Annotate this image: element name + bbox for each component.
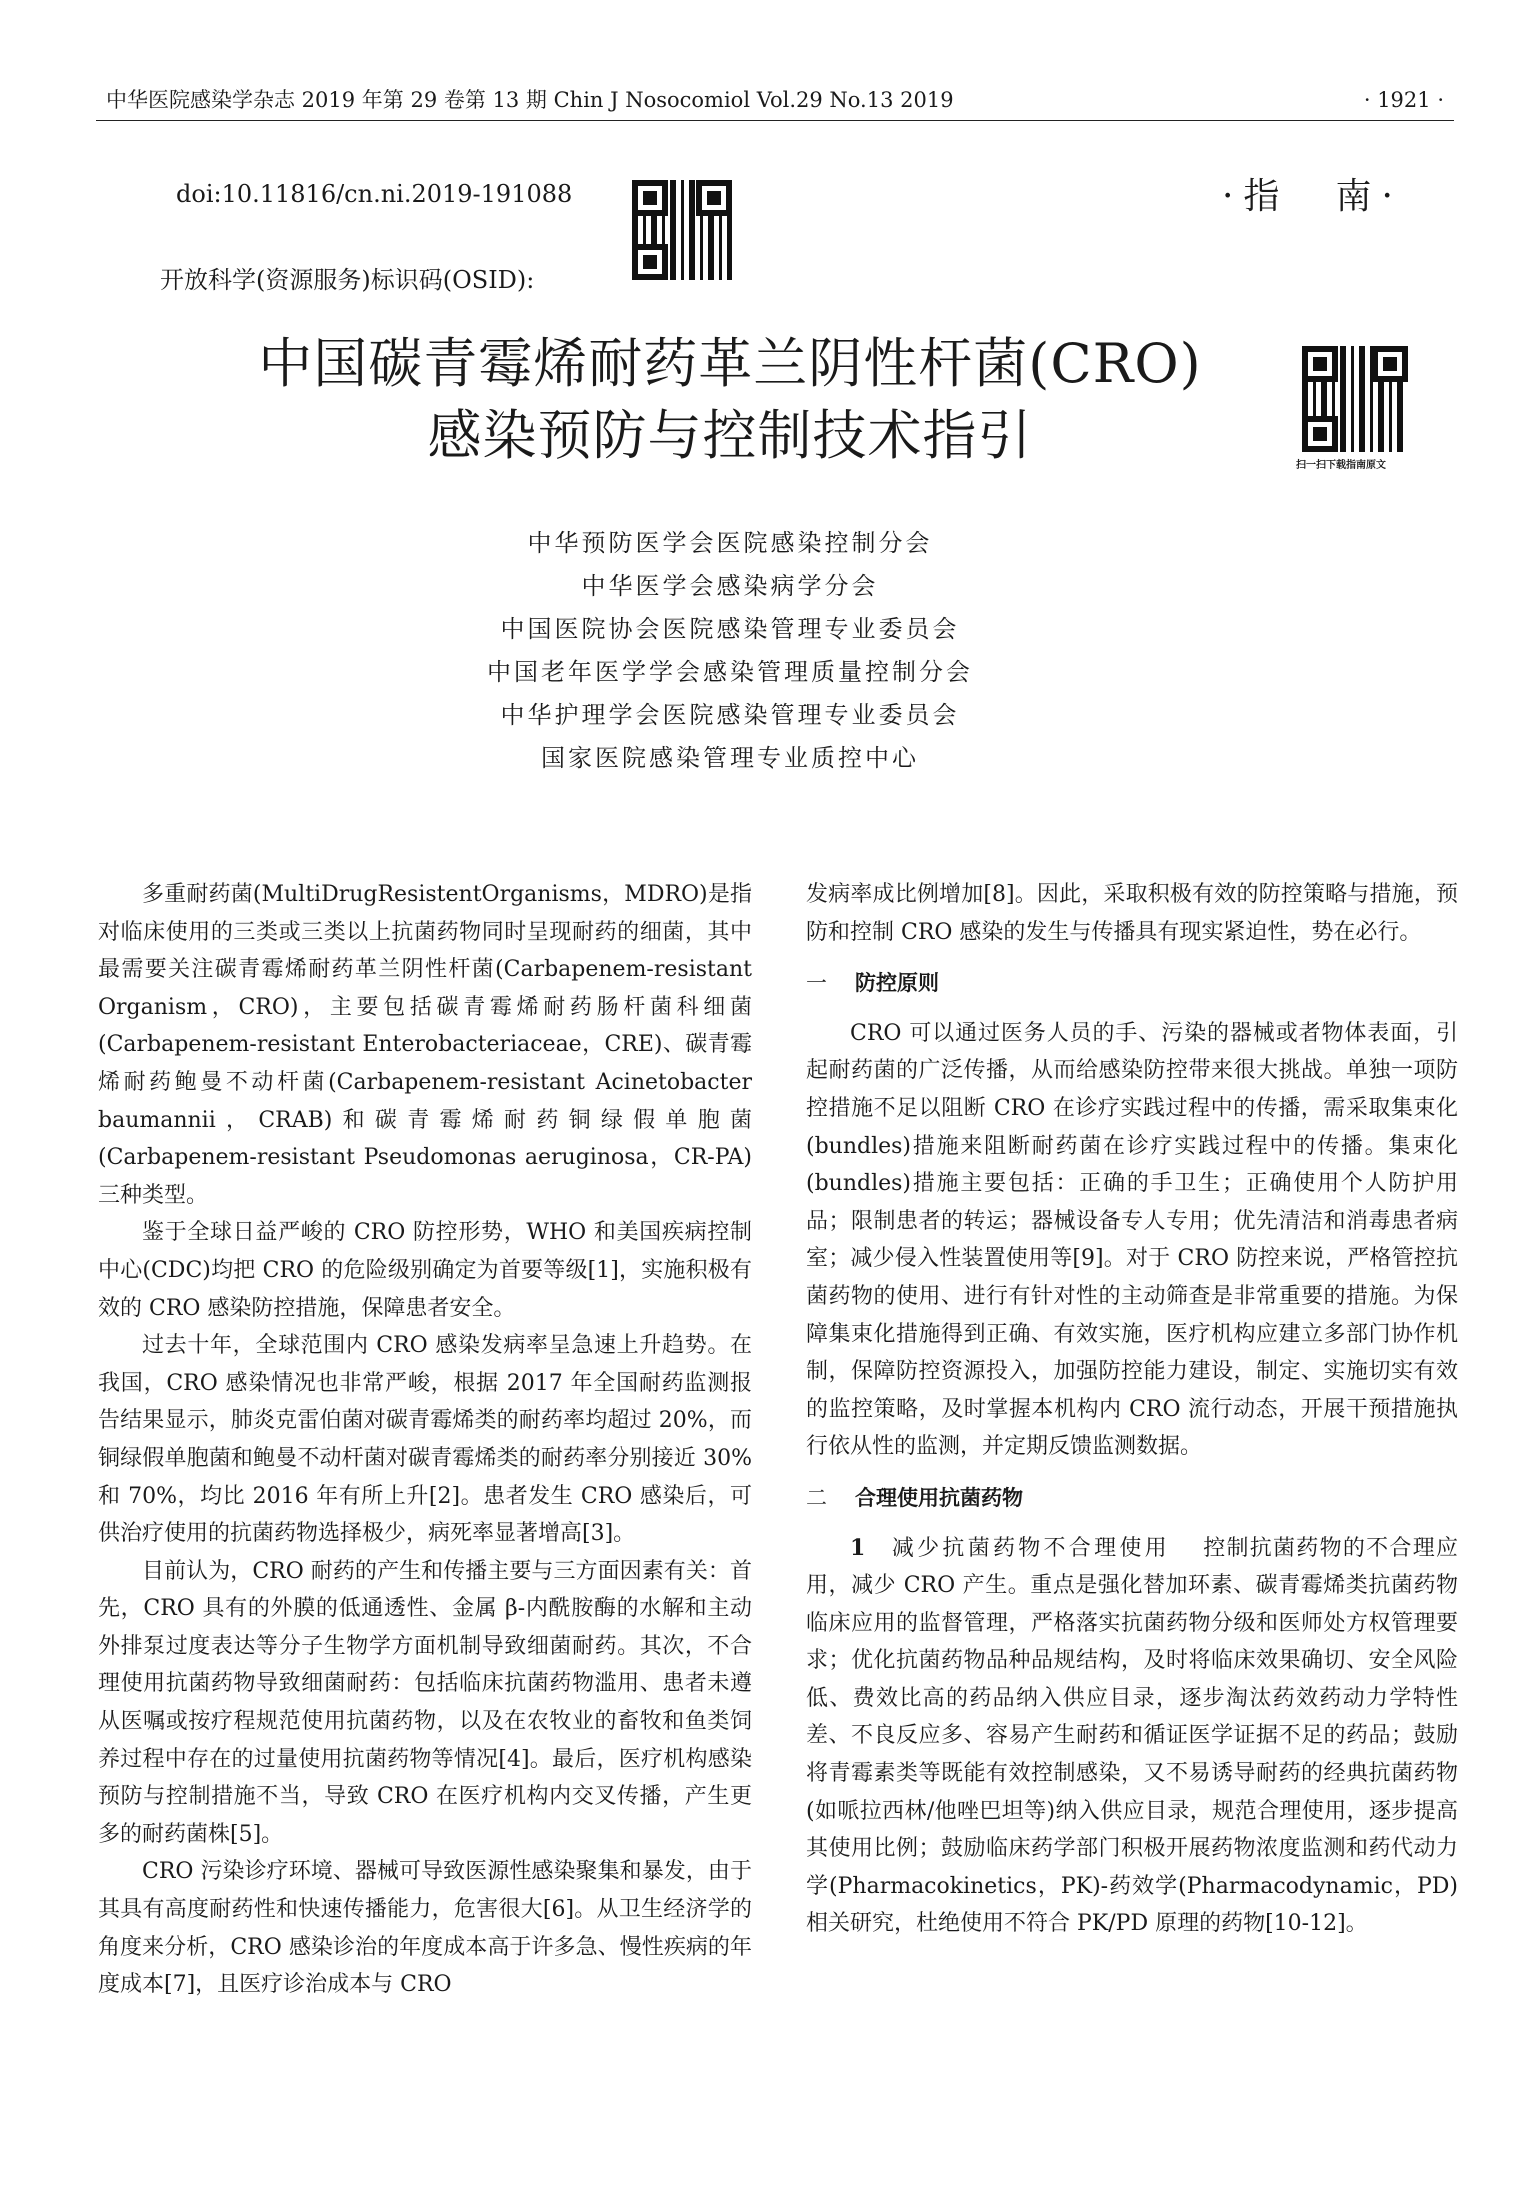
author-org: 中华预防医学会医院感染控制分会 — [527, 529, 933, 557]
left-column — [98, 876, 752, 2004]
author-org: 中国老年医学学会感染管理质量控制分会 — [487, 658, 973, 686]
osid-qr-code-icon — [632, 180, 732, 280]
title-line-2: 感染预防与控制技术指引 — [427, 404, 1033, 467]
page-number: · 1921 · — [1363, 88, 1444, 112]
qr-caption: 扫一扫下载指南原文 — [1296, 460, 1386, 471]
section-heading-2 — [806, 1480, 1458, 1518]
column-tag: ·指 南· — [1222, 176, 1403, 217]
body-paragraph — [806, 1530, 1458, 1944]
right-column — [806, 876, 1458, 1943]
subsection-label — [850, 1536, 1170, 1561]
body-paragraph: CRO 可以通过医务人员的手、污染的器械或者物体表面，引起耐药菌的广泛传播，从而给感染防控带来很大挑战。单独一项防控措施不足以阻断 CRO 在诊疗实践过程中的传播，需采取集束化(bundles)措施来阻断耐药菌在诊疗实践过程中的传播。集束化(bundles)措施主要包括：正确的手卫生；正确使用个人防护用品；限制患者的转运；器械设备专人专用；优先清洁和消毒患者病室；减少侵入性装置使用等[9]。对于 CRO 防控来说，严格管控抗菌药物的使用、进行有针对性的主动筛查是非常重要的措施。为保障集束化措施得到正确、有效实施，医疗机构应建立多部门协作机制，保障防控资源投入，加强防控能力建设，制定、实施切实有效的监控策略，及时掌握本机构内 CRO 流行动态，开展干预措施执行依从性的监测，并定期反馈监测数据。 — [806, 1020, 1458, 1460]
body-paragraph: 发病率成比例增加[8]。因此，采取积极有效的防控策略与措施，预防和控制 CRO 感染的发生与传播具有现实紧迫性，势在必行。 — [806, 882, 1458, 945]
section-number: 二 — [806, 1485, 827, 1510]
section-number: 一 — [806, 971, 827, 996]
body-paragraph: 鉴于全球日益严峻的 CRO 防控形势，WHO 和美国疾病控制中心(CDC)均把 CRO 的危险级别确定为首要等级[1]，实施积极有效的 CRO 感染防控措施，保障患者安全。 — [98, 1220, 752, 1321]
author-org: 国家医院感染管理专业质控中心 — [541, 744, 919, 772]
author-list — [300, 522, 1160, 780]
author-org: 中华医学会感染病学分会 — [581, 572, 879, 600]
body-paragraph: CRO 污染诊疗环境、器械可导致医源性感染聚集和暴发，由于其具有高度耐药性和快速传播能力，危害很大[6]。从卫生经济学的角度来分析，CRO 感染诊治的年度成本高于许多急、慢性疾病的年度成本[7]，且医疗诊治成本与 CRO — [98, 1859, 752, 1998]
author-org: 中国医院协会医院感染管理专业委员会 — [500, 615, 960, 643]
body-paragraph: 过去十年，全球范围内 CRO 感染发病率呈急速上升趋势。在我国，CRO 感染情况也非常严峻，根据 2017 年全国耐药监测报告结果显示，肺炎克雷伯菌对碳青霉烯类的耐药率均超过 20%，而铜绿假单胞菌和鲍曼不动杆菌对碳青霉烯类的耐药率分别接近 30% 和 70%，均比 2016 年有所上升[2]。患者发生 CRO 感染后，可供治疗使用的抗菌药物选择极少，病死率显著增高[3]。 — [98, 1333, 752, 1547]
osid-label: 开放科学(资源服务)标识码(OSID): — [160, 266, 535, 294]
title-line-1: 中国碳青霉烯耐药革兰阴性杆菌(CRO) — [258, 332, 1202, 395]
section-title: 防控原则 — [855, 971, 939, 996]
subsection-title: 减少抗菌药物不合理使用 — [891, 1535, 1170, 1561]
author-org: 中华护理学会医院感染管理专业委员会 — [500, 701, 960, 729]
section-heading-1 — [806, 965, 1458, 1003]
running-header — [96, 80, 1454, 121]
body-paragraph: 多重耐药菌(MultiDrugResistentOrganisms，MDRO)是指对临床使用的三类或三类以上抗菌药物同时呈现耐药的细菌，其中最需要关注碳青霉烯耐药革兰阴性杆菌(Carbapenem-resistant Organism，CRO)，主要包括碳青霉烯耐药肠杆菌科细菌(Carbapenem-resistant Enterobacteriaceae，CRE)、碳青霉烯耐药鲍曼不动杆菌(Carbapenem-resistant Acinetobacter baumannii，CRAB)和碳青霉烯耐药铜绿假单胞菌(Carbapenem-resistant Pseudomonas aeruginosa，CR-PA)三种类型。 — [98, 882, 752, 1208]
journal-citation: 中华医院感染学杂志 2019 年第 29 卷第 13 期 Chin J Nosocomiol Vol.29 No.13 2019 — [106, 88, 954, 112]
subsection-number: 1 — [850, 1534, 866, 1561]
download-qr-code-icon — [1302, 346, 1408, 452]
article-title — [160, 328, 1300, 472]
doi: doi:10.11816/cn.ni.2019-191088 — [176, 180, 573, 208]
subsection-text: 控制抗菌药物的不合理应用，减少 CRO 产生。重点是强化替加环素、碳青霉烯类抗菌药物临床应用的监督管理，严格落实抗菌药物分级和医师处方权管理要求；优化抗菌药物品种品规结构，及时将临床效果确切、安全风险低、费效比高的药品纳入供应目录，逐步淘汰药效药动力学特性差、不良反应多、容易产生耐药和循证医学证据不足的药品；鼓励将青霉素类等既能有效控制感染，又不易诱导耐药的经典抗菌药物(如哌拉西林/他唑巴坦等)纳入供应目录，规范合理使用，逐步提高其使用比例；鼓励临床药学部门积极开展药物浓度监测和药代动力学(Pharmacokinetics，PK)-药效学(Pharmacodynamic，PD)相关研究，杜绝使用不符合 PK/PD 原理的药物[10-12]。 — [806, 1535, 1458, 1937]
section-title: 合理使用抗菌药物 — [855, 1485, 1023, 1510]
body-paragraph: 目前认为，CRO 耐药的产生和传播主要与三方面因素有关：首先，CRO 具有的外膜的低通透性、金属 β-内酰胺酶的水解和主动外排泵过度表达等分子生物学方面机制导致细菌耐药。其次，不合理使用抗菌药物导致细菌耐药：包括临床抗菌药物滥用、患者未遵从医嘱或按疗程规范使用抗菌药物，以及在农牧业的畜牧和鱼类饲养过程中存在的过量使用抗菌药物等情况[4]。最后，医疗机构感染预防与控制措施不当，导致 CRO 在医疗机构内交叉传播，产生更多的耐药菌株[5]。 — [98, 1558, 753, 1847]
